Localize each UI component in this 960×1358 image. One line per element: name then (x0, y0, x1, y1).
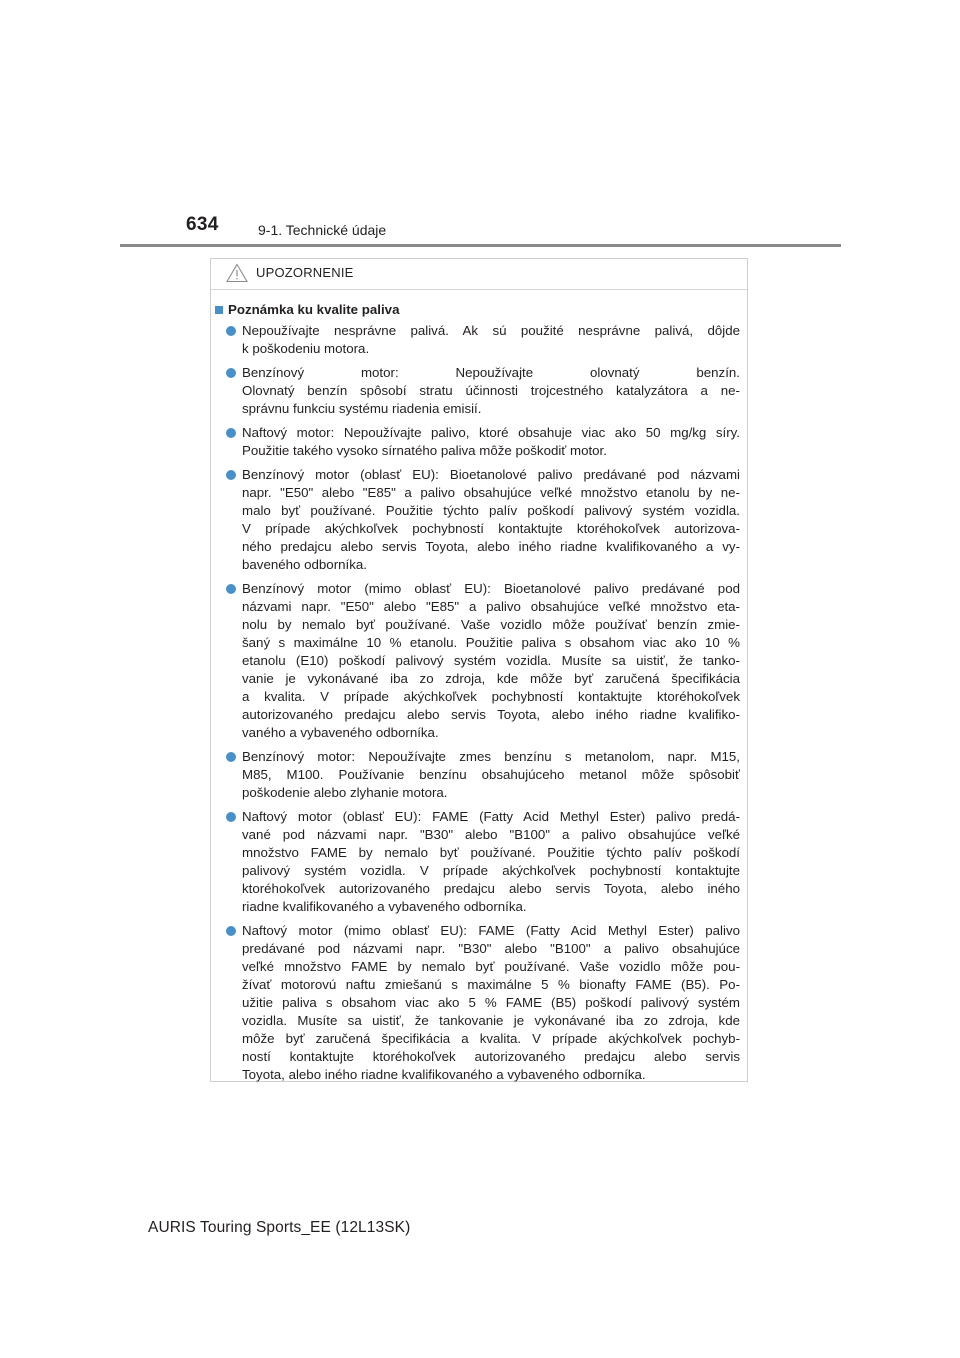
text-line: Toyota, alebo iného riadne kvalifikovaného a vybaveného odborníka. (242, 1067, 646, 1082)
text-line: autorizovaného predajcu alebo servis Toyota, alebo iného riadne kvalifiko- (242, 707, 740, 722)
list-item (242, 748, 740, 802)
text-line: k poškodeniu motora. (242, 341, 370, 356)
text-line: ktoréhokoľvek autorizovaného predajcu alebo servis Toyota, alebo iného (242, 881, 740, 896)
circle-bullet-icon (226, 428, 236, 438)
text-line: etanolu (E10) poškodí palivový systém vozidla. Musíte sa uistiť, že tanko- (242, 653, 740, 668)
text-line: napr. "E50" alebo "E85" a palivo obsahujúce veľké množstvo etanolu by ne- (242, 485, 740, 500)
text-line: V prípade akýchkoľvek pochybností kontaktujte ktoréhokoľvek autorizova- (242, 521, 740, 536)
text-line: ností kontaktujte ktoréhokoľvek autorizovaného predajcu alebo servis (242, 1049, 740, 1064)
text-line: žívať motorovú naftu zmiešanú s maximálne 5 % bionafty FAME (B5). Po- (242, 977, 740, 992)
list-item (242, 808, 740, 916)
text-line: môže byť zaručená špecifikácia a kvalita. V prípade akýchkoľvek pochyb- (242, 1031, 740, 1046)
text-line: užitie paliva s obsahom viac ako 5 % FAME (B5) poškodí palivový systém (242, 995, 740, 1010)
text-line: palivový systém vozidla. V prípade akýchkoľvek pochybností kontaktujte (242, 863, 740, 878)
warning-header (211, 259, 747, 290)
text-line: Olovnatý benzín spôsobí stratu účinnosti trojcestného katalyzátora a ne- (242, 383, 740, 398)
circle-bullet-icon (226, 470, 236, 480)
text-line: predávané pod názvami napr. "B30" alebo "B100" a palivo obsahujúce (242, 941, 740, 956)
list-item (242, 580, 740, 742)
circle-bullet-icon (226, 368, 236, 378)
text-line: názvami napr. "E50" alebo "E85" a palivo obsahujúce veľké množstvo eta- (242, 599, 740, 614)
circle-bullet-icon (226, 926, 236, 936)
subheading-text: Poznámka ku kvalite paliva (228, 302, 400, 317)
list-item (242, 322, 740, 358)
text-line: Naftový motor (oblasť EU): FAME (Fatty Acid Methyl Ester) palivo predá- (242, 809, 740, 824)
circle-bullet-icon (226, 584, 236, 594)
warning-content (211, 301, 747, 1090)
subheading (211, 301, 747, 319)
text-line: množstvo FAME by nemalo byť používané. Použitie týchto palív poškodí (242, 845, 740, 860)
square-bullet-icon (215, 306, 223, 314)
text-line: správnu funkciu systému riadenia emisií. (242, 401, 482, 416)
text-line: vané pod názvami napr. "B30" alebo "B100" a palivo obsahujúce veľké (242, 827, 740, 842)
list-item (242, 466, 740, 574)
text-line: Nepoužívajte nesprávne palivá. Ak sú použité nesprávne palivá, dôjde (242, 323, 740, 338)
text-line: Benzínový motor: Nepoužívajte zmes benzínu s metanolom, napr. M15, (242, 749, 740, 764)
text-line: riadne kvalifikovaného a vybaveného odborníka. (242, 899, 527, 914)
section-title: 9-1. Technické údaje (258, 222, 387, 238)
text-line: Benzínový motor: Nepoužívajte olovnatý benzín. (242, 365, 740, 380)
text-line: Naftový motor: Nepoužívajte palivo, ktoré obsahuje viac ako 50 mg/kg síry. (242, 425, 740, 440)
text-line: nolu by nemalo byť používané. Vaše vozidlo môže používať benzín zmie- (242, 617, 740, 632)
text-line: poškodenie alebo zlyhanie motora. (242, 785, 448, 800)
text-line: baveného odborníka. (242, 557, 367, 572)
text-line: Benzínový motor (oblasť EU): Bioetanolové palivo predávané pod názvami (242, 467, 740, 482)
warning-triangle-icon (226, 263, 248, 283)
text-line: malo byť používané. Použitie týchto palív poškodí palivový systém vozidla. (242, 503, 740, 518)
header-rule (120, 244, 841, 247)
list-item (242, 364, 740, 418)
text-line: a kvalita. V prípade akýchkoľvek pochybností kontaktujte ktoréhokoľvek (242, 689, 740, 704)
warning-label: UPOZORNENIE (256, 265, 354, 280)
bullet-list (211, 322, 747, 1084)
circle-bullet-icon (226, 812, 236, 822)
text-line: M85, M100. Používanie benzínu obsahujúceho metanol môže spôsobiť (242, 767, 740, 782)
circle-bullet-icon (226, 752, 236, 762)
page-number: 634 (186, 214, 219, 235)
footer-text: AURIS Touring Sports_EE (12L13SK) (148, 1219, 411, 1236)
text-line: vanie je vykonávané iba zo zdroja, kde môže byť zaručená špecifikácia (242, 671, 740, 686)
text-line: Benzínový motor (mimo oblasť EU): Bioetanolové palivo predávané pod (242, 581, 740, 596)
circle-bullet-icon (226, 326, 236, 336)
list-item (242, 922, 740, 1084)
text-line: veľké množstvo FAME by nemalo byť používané. Vaše vozidlo môže pou- (242, 959, 740, 974)
text-line: vaného a vybaveného odborníka. (242, 725, 439, 740)
text-line: Použitie takého vysoko sírnatého paliva môže poškodiť motor. (242, 443, 607, 458)
warning-box (210, 258, 748, 1082)
text-line: vozidla. Musíte sa uistiť, že tankovanie je vykonávané iba zo zdroja, kde (242, 1013, 740, 1028)
text-line: Naftový motor (mimo oblasť EU): FAME (Fatty Acid Methyl Ester) palivo (242, 923, 740, 938)
text-line: ného predajcu alebo servis Toyota, alebo iného riadne kvalifikovaného a vy- (242, 539, 740, 554)
text-line: šaný s maximálne 10 % etanolu. Použitie paliva s obsahom viac ako 10 % (242, 635, 740, 650)
list-item (242, 424, 740, 460)
